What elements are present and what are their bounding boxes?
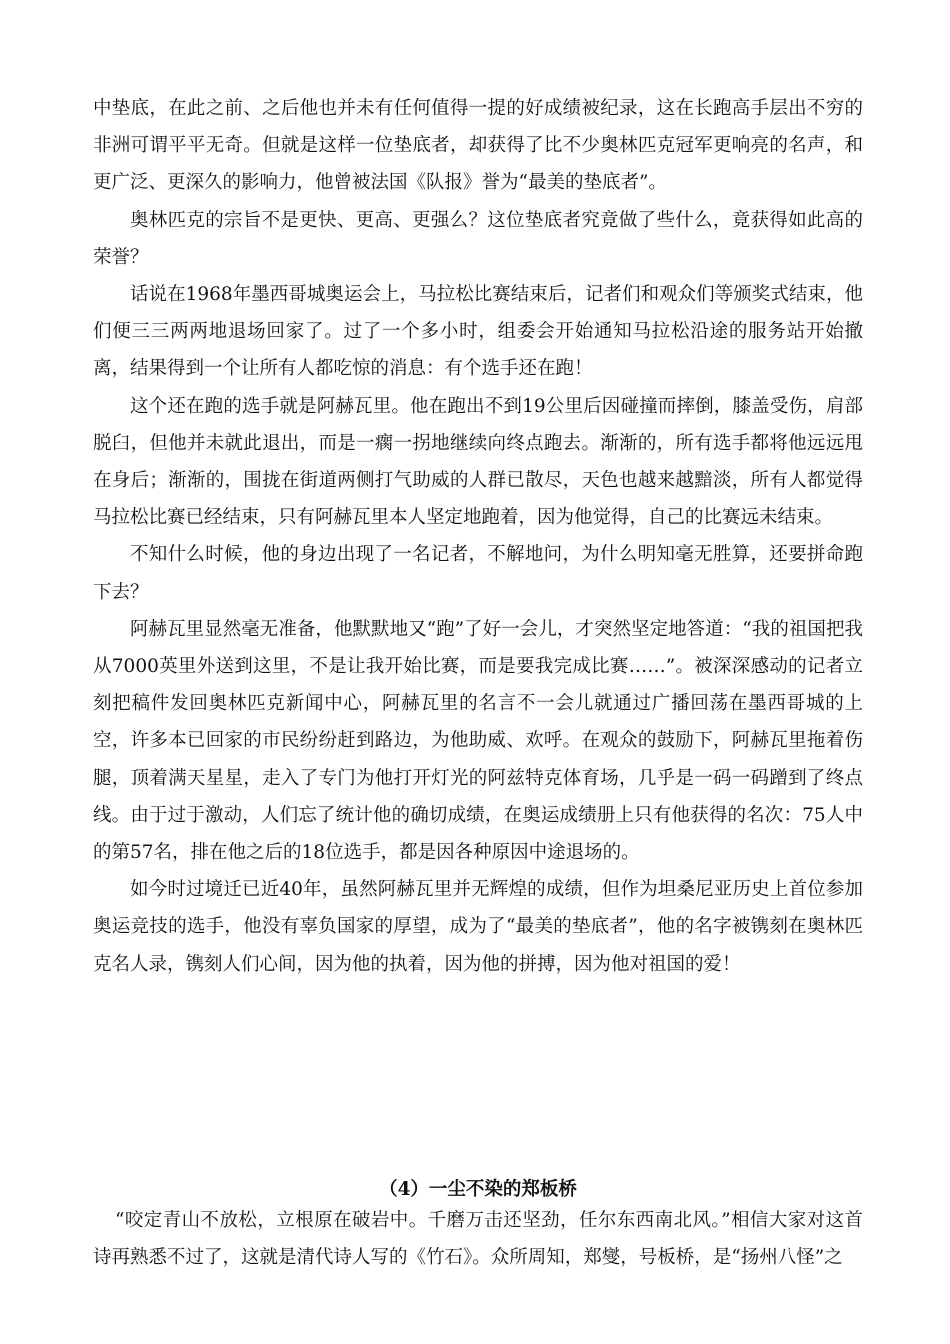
article-paragraph: 话说在1968年墨西哥城奥运会上，马拉松比赛结束后，记者们和观众们等颁奖式结束，他们便三三两两地退场回家了。过了一个多小时，组委会开始通知马拉松沿途的服务站开始撤离，结果得到一个让所有人都吃惊的消息：有个选手还在跑！	[93, 284, 863, 380]
article-paragraph: 阿赫瓦里显然毫无准备，他默默地又“跑”了好一会儿，才突然坚定地答道：“我的祖国把我从7000英里外送到这里，不是让我开始比赛，而是要我完成比赛……”。被深深感动的记者立刻把稿件发回奥林匹克新闻中心，阿赫瓦里的名言不一会儿就通过广播回荡在墨西哥城的上空，许多本已回家的市民纷纷赶到路边，为他助威、欢呼。在观众的鼓励下，阿赫瓦里拖着伤腿，顶着满天星星，走入了专门为他打开灯光的阿兹特克体育场，几乎是一码一码蹭到了终点线。由于过于激动，人们忘了统计他的确切成绩，在奥运成绩册上只有他获得的名次：75人中的第57名，排在他之后的18位选手，都是因各种原因中途退场的。	[93, 618, 863, 864]
section-paragraph: “咬定青山不放松，立根原在破岩中。千磨万击还坚劲，任尔东西南北风。”相信大家对这首诗再熟悉不过了，这就是清代诗人写的《竹石》。众所周知，郑燮，号板桥，是“扬州八怪”之	[93, 1210, 863, 1269]
section-body	[93, 1202, 863, 1276]
article-paragraph: 这个还在跑的选手就是阿赫瓦里。他在跑出不到19公里后因碰撞而摔倒，膝盖受伤，肩部脱臼，但他并未就此退出，而是一瘸一拐地继续向终点跑去。渐渐的，所有选手都将他远远甩在身后；渐渐的，围拢在街道两侧打气助威的人群已散尽，天色也越来越黯淡，所有人都觉得马拉松比赛已经结束，只有阿赫瓦里本人坚定地跑着，因为他觉得，自己的比赛远未结束。	[93, 395, 863, 529]
article-paragraph: 如今时过境迁已近40年，虽然阿赫瓦里并无辉煌的成绩，但作为坦桑尼亚历史上首位参加奥运竞技的选手，他没有辜负国家的厚望，成为了“最美的垫底者”，他的名字被镌刻在奥林匹克名人录，镌刻人们心间，因为他的执着，因为他的拼搏，因为他对祖国的爱！	[93, 879, 863, 975]
article-paragraph: 不知什么时候，他的身边出现了一名记者，不解地问，为什么明知毫无胜算，还要拼命跑下去？	[93, 544, 863, 603]
section-title: （4）一尘不染的郑板桥	[379, 1179, 577, 1200]
article-paragraph: 中垫底，在此之前、之后他也并未有任何值得一提的好成绩被纪录，这在长跑高手层出不穷的非洲可谓平平无奇。但就是这样一位垫底者，却获得了比不少奥林匹克冠军更响亮的名声，和更广泛、更深久的影响力，他曾被法国《队报》誉为“最美的垫底者”。	[93, 98, 863, 194]
article-paragraph: 奥林匹克的宗旨不是更快、更高、更强么？这位垫底者究竟做了些什么，竟获得如此高的荣誉？	[93, 209, 863, 268]
article-body	[93, 90, 863, 983]
